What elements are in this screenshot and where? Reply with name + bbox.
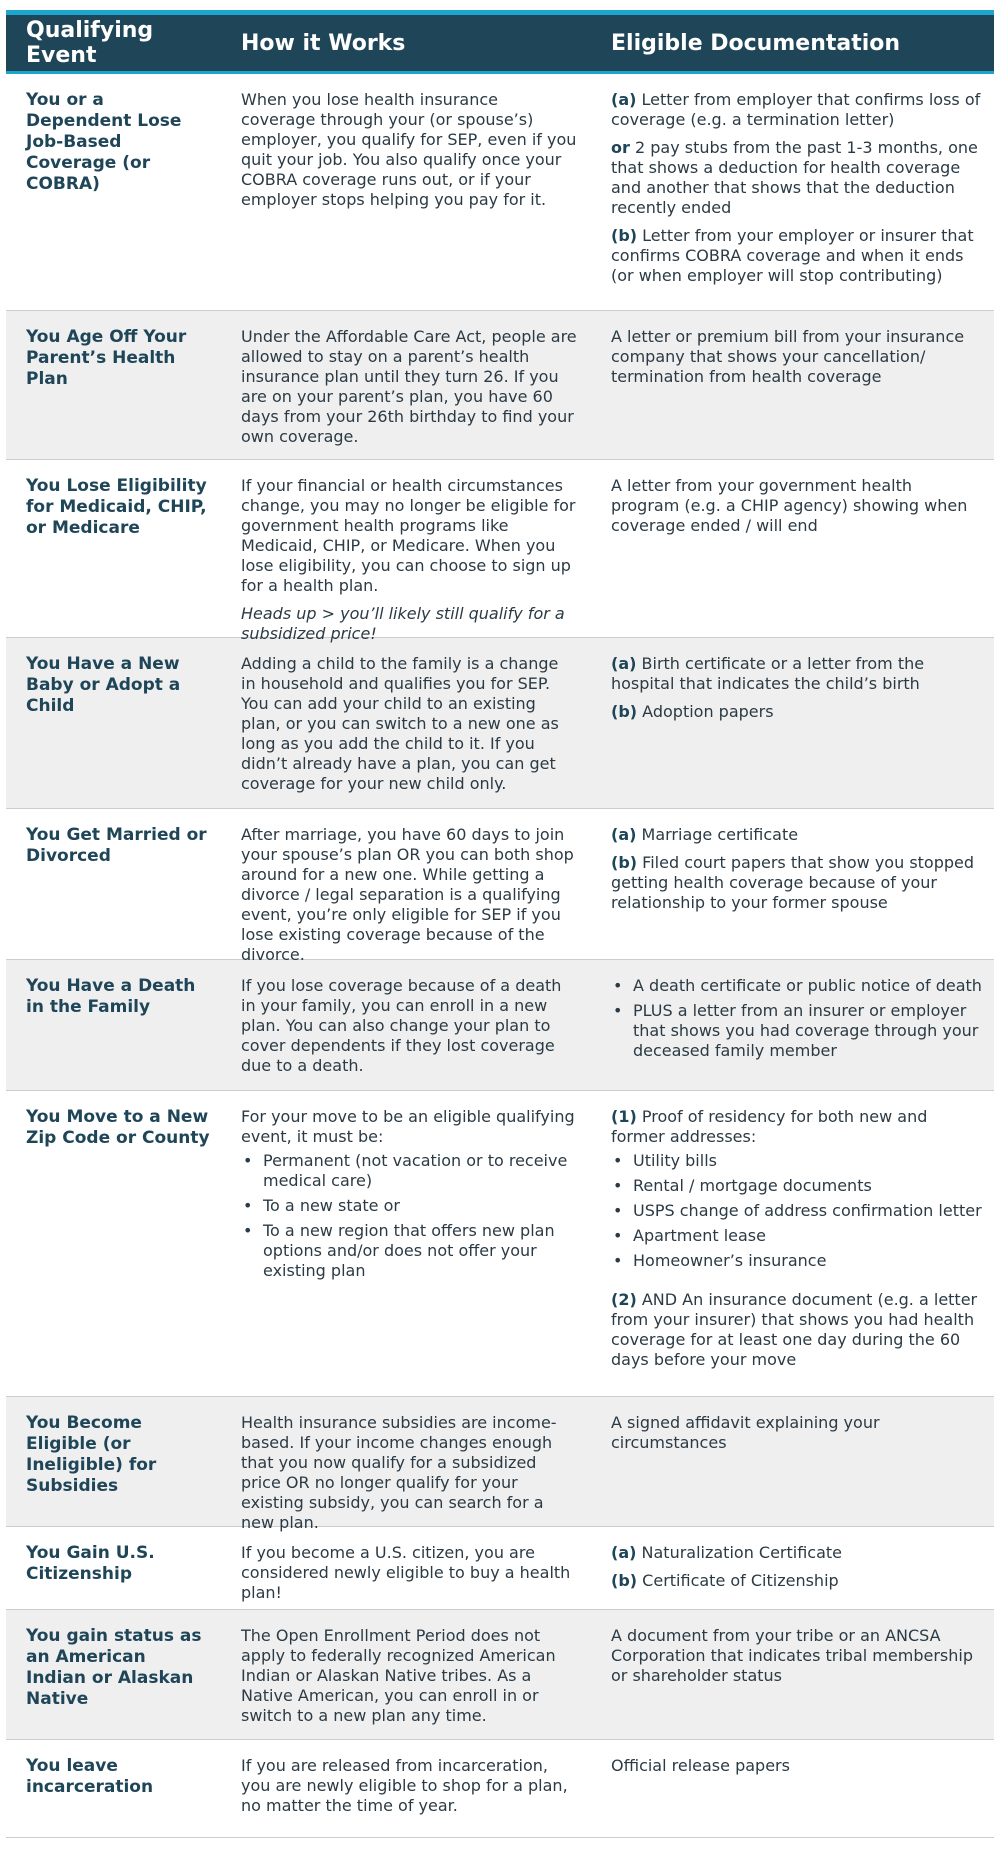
documentation: A signed affidavit explaining your circumstances bbox=[611, 1413, 880, 1452]
how-it-works-text: For your move to be an eligible qualifying event, it must be: • Permanent (not vacation or to receive medical care) • To a new state or • To a new region that offers new plan options and/or does not offer your existing plan bbox=[221, 1091, 591, 1396]
table-row-move bbox=[6, 1091, 994, 1397]
list-item: • Apartment lease bbox=[611, 1226, 982, 1246]
doc-item: (a) Birth certificate or a letter from the hospital that indicates the child’s birth bbox=[611, 654, 925, 693]
list-item: • Permanent (not vacation or to receive medical care) bbox=[241, 1151, 577, 1191]
table-row-married bbox=[6, 809, 994, 964]
documentation bbox=[591, 1091, 994, 1396]
event-title: You Lose Eligibility for Medicaid, CHIP, or Medicare bbox=[26, 476, 207, 538]
header-eligible-documentation: Eligible Documentation bbox=[611, 30, 901, 56]
table-row-citizenship bbox=[6, 1527, 994, 1610]
how-it-works-text: When you lose health insurance coverage through your (or spouse’s) employer, you qualify for SEP, even if you quit your job. You also qualify once your COBRA coverage runs out, or if your employer stops helping you pay for it. bbox=[241, 90, 577, 209]
how-it-works-text: After marriage, you have 60 days to join your spouse’s plan OR you can both shop around for a new one. While getting a divorce / legal separation is a qualifying event, you’re only eligible for SEP if you lose existing coverage because of the divorce. bbox=[241, 825, 574, 964]
qualifying-events-table bbox=[6, 10, 994, 1838]
how-it-works-text: Under the Affordable Care Act, people are allowed to stay on a parent’s health insurance plan until they turn 26. If you are on your parent’s plan, you have 60 days from your 26th birthday to find your own coverage. bbox=[241, 327, 577, 446]
table-header bbox=[6, 15, 994, 74]
how-it-works-text: Adding a child to the family is a change in household and qualifies you for SEP. You can add your child to an existing plan, or you can switch to a new one as long as you add the child to it. If you didn’t already have a plan, you can get coverage for your new child only. bbox=[241, 654, 559, 793]
documentation bbox=[591, 74, 994, 310]
table-row-medicaid bbox=[6, 460, 994, 643]
documentation bbox=[591, 960, 994, 1090]
doc-item: (2) AND An insurance document (e.g. a letter from your insurer) that shows you had health coverage for at least one day during the 60 days before your move bbox=[611, 1290, 978, 1369]
documentation: Official release papers bbox=[611, 1756, 790, 1775]
how-it-works-text: Health insurance subsidies are income-based. If your income changes enough that you now qualify for a subsidized price OR no longer qualify for your existing subsidy, you can search for a new plan. bbox=[241, 1413, 557, 1532]
doc-bullet-list bbox=[611, 976, 982, 1061]
doc-item: (b) Filed court papers that show you stopped getting health coverage because of your relationship to your former spouse bbox=[611, 853, 975, 912]
header-qualifying-event: Qualifying Event bbox=[26, 18, 154, 68]
table-row-subsidies bbox=[6, 1397, 994, 1532]
move-requirements-list bbox=[241, 1151, 577, 1281]
event-title: You Gain U.S. Citizenship bbox=[26, 1543, 155, 1584]
documentation: A document from your tribe or an ANCSA Corporation that indicates tribal membership or shareholder status bbox=[611, 1626, 973, 1685]
documentation: A letter from your government health program (e.g. a CHIP agency) showing when coverage ended / will end bbox=[611, 476, 968, 535]
list-item: • Utility bills bbox=[611, 1151, 982, 1171]
event-title: You Have a Death in the Family bbox=[26, 976, 196, 1017]
how-it-works-text: If you become a U.S. citizen, you are considered newly eligible to buy a health plan! bbox=[241, 1543, 571, 1602]
event-title: You Have a New Baby or Adopt a Child bbox=[26, 654, 181, 716]
documentation bbox=[591, 809, 994, 959]
doc-item: (a) Naturalization Certificate bbox=[611, 1543, 843, 1562]
event-title: You leave incarceration bbox=[26, 1756, 154, 1797]
event-title: You Become Eligible (or Ineligible) for Subsidies bbox=[26, 1413, 157, 1496]
table-row-age-off bbox=[6, 311, 994, 460]
event-title: You Age Off Your Parent’s Health Plan bbox=[26, 327, 187, 389]
how-it-works-text: If you are released from incarceration, you are newly eligible to shop for a plan, no matter the time of year. bbox=[241, 1756, 568, 1815]
residency-proof-list bbox=[611, 1151, 982, 1271]
table-row-native-status bbox=[6, 1610, 994, 1740]
table-row-new-baby bbox=[6, 638, 994, 809]
doc-item: (b) Certificate of Citizenship bbox=[611, 1571, 839, 1590]
event-title: You Move to a New Zip Code or County bbox=[26, 1107, 210, 1148]
doc-item: (b) Letter from your employer or insurer that confirms COBRA coverage and when it ends (or when employer will stop contributing) bbox=[611, 226, 974, 285]
event-title: You Get Married or Divorced bbox=[26, 825, 207, 866]
list-item: • PLUS a letter from an insurer or employer that shows you had coverage through your deceased family member bbox=[611, 1001, 982, 1061]
event-title: You gain status as an American Indian or Alaskan Native bbox=[26, 1626, 202, 1709]
event-title: You or a Dependent Lose Job-Based Coverage (or COBRA) bbox=[26, 90, 182, 194]
how-it-works-text: If you lose coverage because of a death in your family, you can enroll in a new plan. You can also change your plan to cover dependents if they lost coverage due to a death. bbox=[241, 976, 562, 1075]
list-item: • Rental / mortgage documents bbox=[611, 1176, 982, 1196]
doc-item: or 2 pay stubs from the past 1-3 months, one that shows a deduction for health coverage and another that shows that the deduction recently ended bbox=[611, 138, 978, 217]
doc-item: (a) Marriage certificate bbox=[611, 825, 799, 844]
heads-up-note: Heads up > you’ll likely still qualify for a subsidized price! bbox=[241, 604, 565, 643]
list-item: • To a new state or bbox=[241, 1196, 577, 1216]
table-row-incarceration bbox=[6, 1740, 994, 1838]
header-how-it-works: How it Works bbox=[241, 30, 406, 56]
doc-item: (b) Adoption papers bbox=[611, 702, 774, 721]
documentation: A letter or premium bill from your insurance company that shows your cancellation/ termination from health coverage bbox=[611, 327, 965, 386]
list-item: • A death certificate or public notice of death bbox=[611, 976, 982, 996]
doc-item: (1) Proof of residency for both new and former addresses: bbox=[611, 1107, 928, 1146]
table-row-job-coverage bbox=[6, 74, 994, 311]
how-it-works-text: The Open Enrollment Period does not apply to federally recognized American Indian or Alaskan Native tribes. As a Native American, you can enroll in or switch to a new plan any time. bbox=[241, 1626, 556, 1725]
list-item: • Homeowner’s insurance bbox=[611, 1251, 982, 1271]
how-it-works-text: If your financial or health circumstances change, you may no longer be eligible for government health programs like Medicaid, CHIP, or Medicare. When you lose eligibility, you can choose to sign up for a health plan. Heads up > you’ll likely still qualify for a subsidized price! bbox=[241, 476, 576, 643]
doc-item: (a) Letter from employer that confirms loss of coverage (e.g. a termination letter) bbox=[611, 90, 981, 129]
list-item: • To a new region that offers new plan options and/or does not offer your existing plan bbox=[241, 1221, 577, 1281]
table-row-death bbox=[6, 960, 994, 1091]
documentation bbox=[591, 1527, 994, 1609]
documentation bbox=[591, 638, 994, 808]
list-item: • USPS change of address confirmation letter bbox=[611, 1201, 982, 1221]
